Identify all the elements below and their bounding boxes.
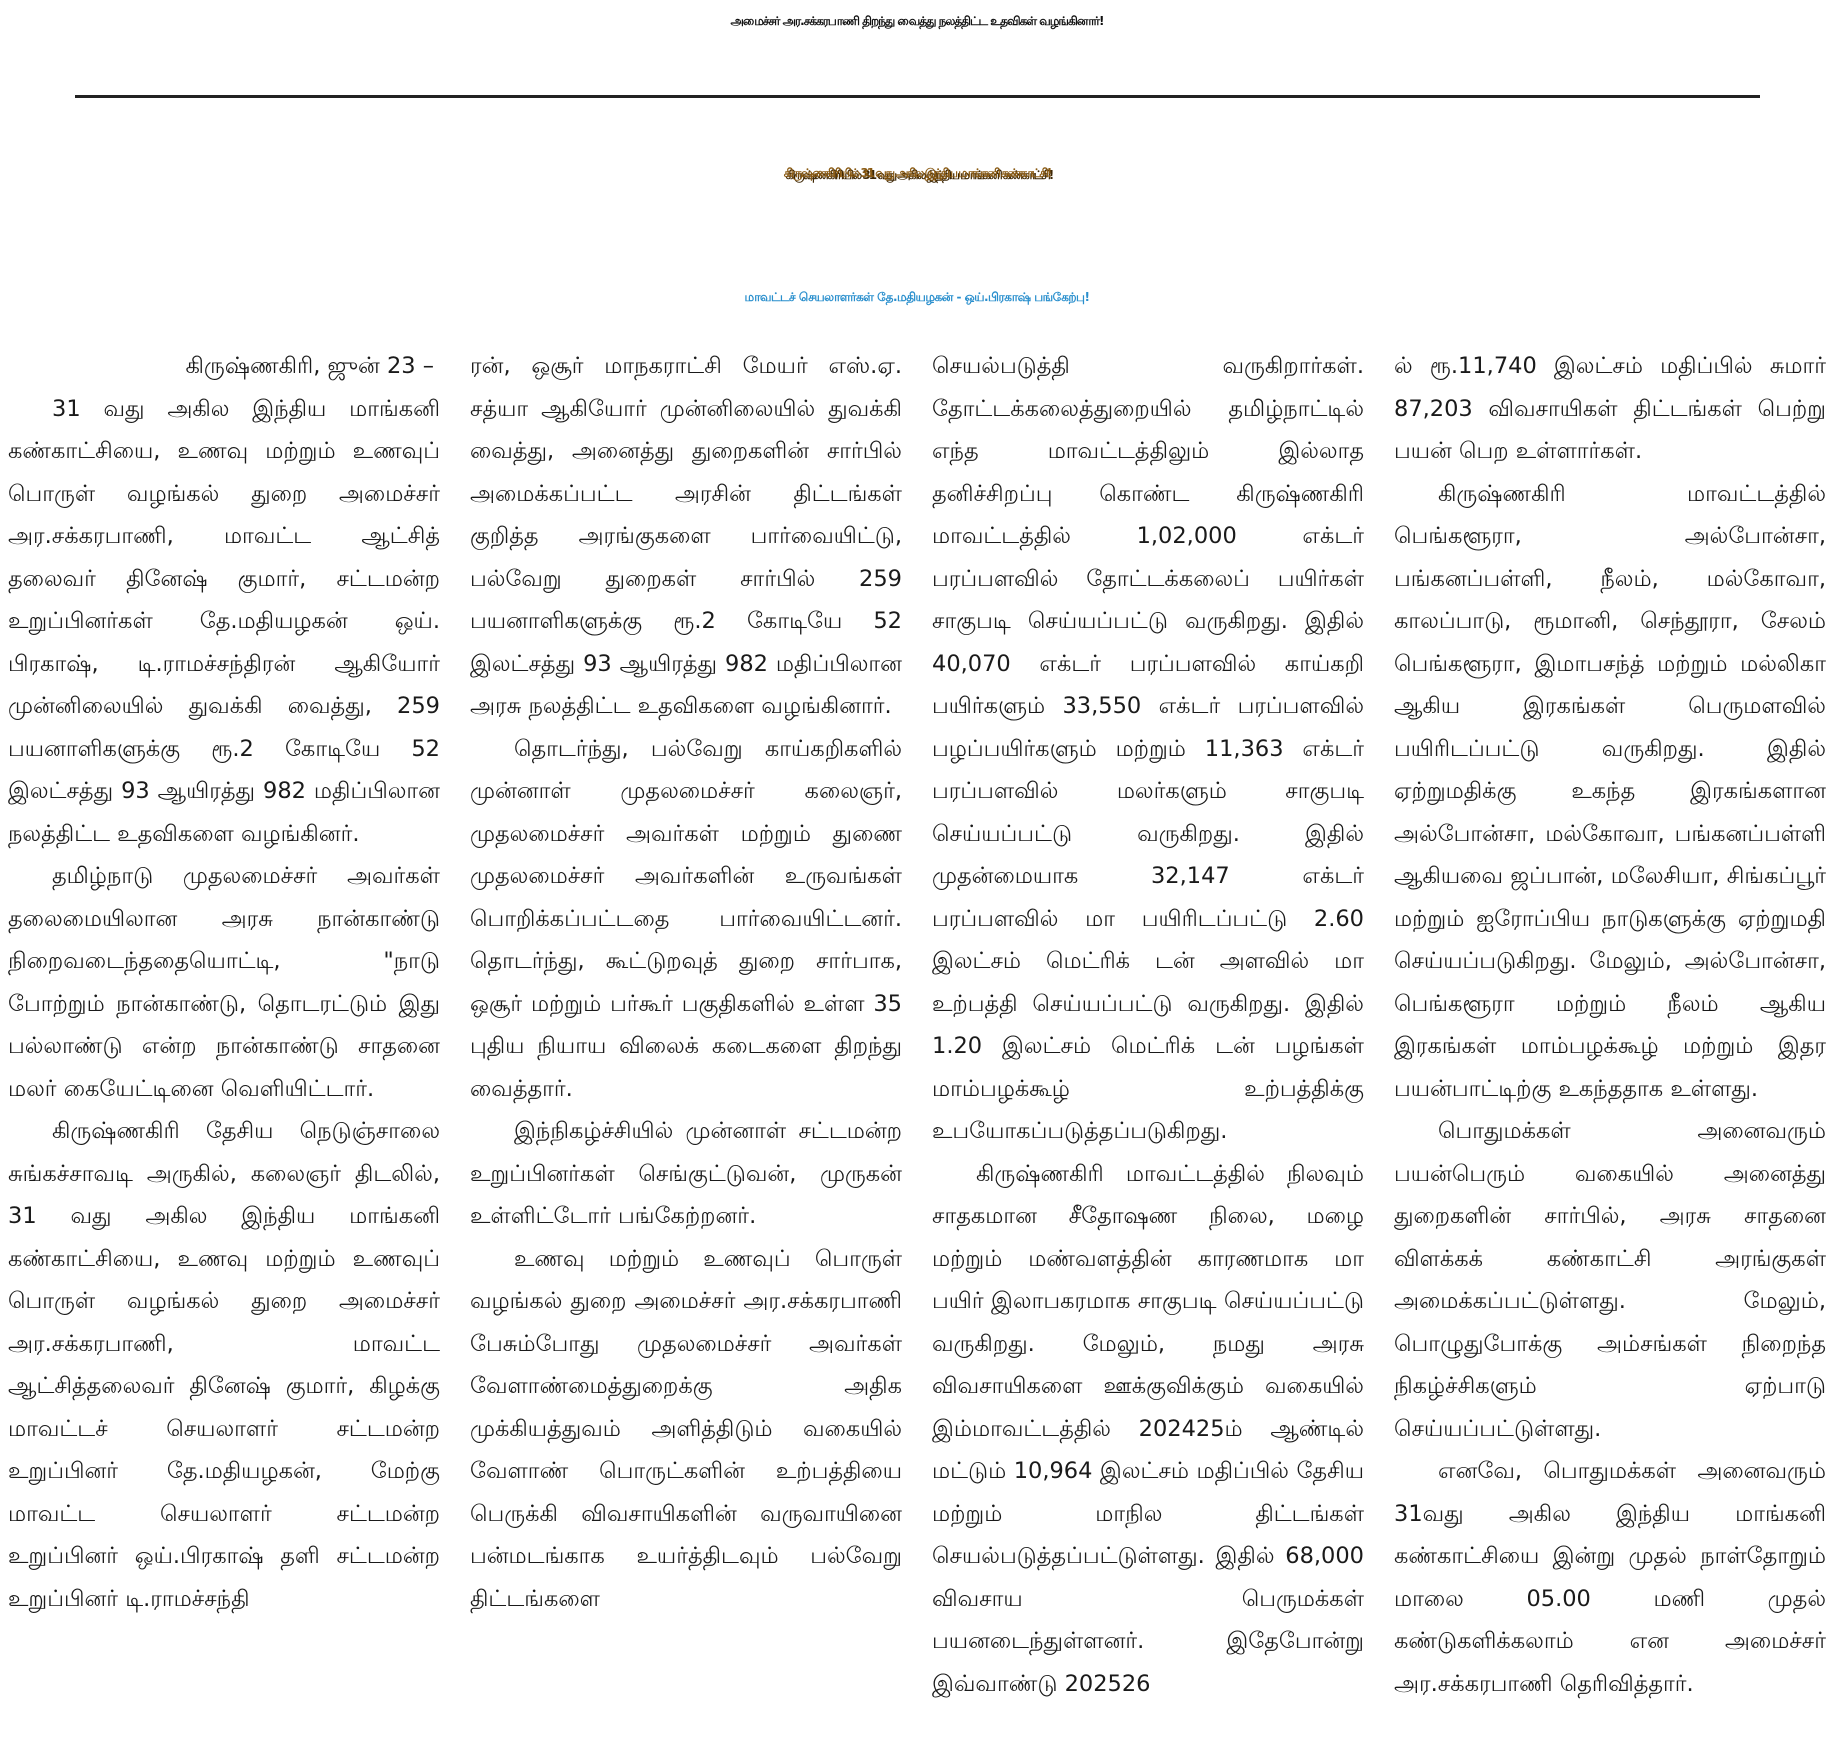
article-subhead: மாவட்டச் செயலாளர்கள் தே.மதியழகன் - ஒய்.பிரகாஷ் பங்கேற்பு! — [744, 290, 1090, 304]
article-kicker: அமைச்சர் அர.சக்கரபாணி திறந்து வைத்து நலத்திட்ட உதவிகள் வழங்கினார்! — [730, 14, 1104, 28]
article-body — [8, 345, 1826, 1735]
paragraph: செயல்படுத்தி வருகிறார்கள். தோட்டக்கலைத்துறையில் தமிழ்நாட்டில் எந்த மாவட்டத்திலும் இல்லாத தனிச்சிறப்பு கொண்ட கிருஷ்ணகிரி மாவட்டத்தில் 1,02,000 எக்டர் பரப்பளவில் தோட்டக்கலைப் பயிர்கள் சாகுபடி செய்யப்பட்டு வருகிறது. இதில் 40,070 எக்டர் பரப்பளவில் காய்கறி பயிர்களும் 33,550 எக்டர் பரப்பளவில் பழப்பயிர்களும் மற்றும் 11,363 எக்டர் பரப்பளவில் மலர்களும் சாகுபடி செய்யப்பட்டு வருகிறது. இதில் முதன்மையாக 32,147 எக்டர் பரப்பளவில் மா பயிரிடப்பட்டு 2.60 இலட்சம் மெட்ரிக் டன் அளவில் மா உற்பத்தி செய்யப்பட்டு வருகிறது. இதில் 1.20 இலட்சம் மெட்ரிக் டன் பழங்கள் மாம்பழக்கூழ் உற்பத்திக்கு உபயோகப்படுத்தப்படுகிறது. — [932, 353, 1364, 1144]
article-headline: கிருஷ்ணகிரியில் 31 வது அகில இந்திய மாங்கனி கண்காட்சி! — [783, 166, 1051, 180]
text-column-2 — [470, 345, 902, 1735]
text-column-3 — [932, 345, 1364, 1735]
paragraph: தொடர்ந்து, பல்வேறு காய்கறிகளில் முன்னாள் முதலமைச்சர் கலைஞர், முதலமைச்சர் அவர்கள் மற்றும் துணை முதலமைச்சர் அவர்களின் உருவங்கள் பொறிக்கப்பட்டதை பார்வையிட்டனர். தொடர்ந்து, கூட்டுறவுத் துறை சார்பாக, ஒசூர் மற்றும் பர்கூர் பகுதிகளில் உள்ள 35 புதிய நியாய விலைக் கடைகளை திறந்து வைத்தார். — [470, 735, 902, 1102]
paragraph: கிருஷ்ணகிரி தேசிய நெடுஞ்சாலை சுங்கச்சாவடி அருகில், கலைஞர் திடலில், 31 வது அகில இந்திய மாங்கனி கண்காட்சியை, உணவு மற்றும் உணவுப் பொருள் வழங்கல் துறை அமைச்சர் அர.சக்கரபாணி, மாவட்ட ஆட்சித்தலைவர் தினேஷ் குமார், கிழக்கு மாவட்டச் செயலாளர் சட்டமன்ற உறுப்பினர் தே.மதியழகன், மேற்கு மாவட்ட செயலாளர் சட்டமன்ற உறுப்பினர் ஒய்.பிரகாஷ் தளி சட்டமன்ற உறுப்பினர் டி.ராமச்சந்தி — [8, 1118, 440, 1612]
paragraph: ல் ரூ.11,740 இலட்சம் மதிப்பில் சுமார் 87,203 விவசாயிகள் திட்டங்கள் பெற்று பயன் பெற உள்ளார்கள். — [1394, 353, 1826, 464]
text-column-1 — [8, 345, 440, 1735]
paragraph: உணவு மற்றும் உணவுப் பொருள் வழங்கல் துறை அமைச்சர் அர.சக்கரபாணி பேசும்போது முதலமைச்சர் அவர்கள் வேளாண்மைத்துறைக்கு அதிக முக்கியத்துவம் அளித்திடும் வகையில் வேளாண் பொருட்களின் உற்பத்தியை பெருக்கி விவசாயிகளின் வருவாயினை பன்மடங்காக உயர்த்திடவும் பல்வேறு திட்டங்களை — [470, 1245, 902, 1612]
paragraph: தமிழ்நாடு முதலமைச்சர் அவர்கள் தலைமையிலான அரசு நான்காண்டு நிறைவடைந்ததையொட்டி, "நாடு போற்றும் நான்காண்டு, தொடரட்டும் இது பல்லாண்டு என்ற நான்காண்டு சாதனை மலர் கையேட்டினை வெளியிட்டார். — [8, 863, 440, 1102]
text-column-4 — [1394, 345, 1826, 1735]
kicker-divider — [75, 95, 1760, 98]
paragraph: எனவே, பொதுமக்கள் அனைவரும் 31வது அகில இந்திய மாங்கனி கண்காட்சியை இன்று முதல் நாள்தோறும் மாலை 05.00 மணி முதல் கண்டுகளிக்கலாம் என அமைச்சர் அர.சக்கரபாணி தெரிவித்தார். — [1394, 1458, 1826, 1697]
dateline: கிருஷ்ணகிரி, ஜுன் 23 – — [185, 353, 434, 379]
paragraph: ரன், ஒசூர் மாநகராட்சி மேயர் எஸ்.ஏ. சத்யா ஆகியோர் முன்னிலையில் துவக்கி வைத்து, அனைத்து துறைகளின் சார்பில் அமைக்கப்பட்ட அரசின் திட்டங்கள் குறித்த அரங்குகளை பார்வையிட்டு, பல்வேறு துறைகள் சார்பில் 259 பயனாளிகளுக்கு ரூ.2 கோடியே 52 இலட்சத்து 93 ஆயிரத்து 982 மதிப்பிலான அரசு நலத்திட்ட உதவிகளை வழங்கினார். — [470, 353, 902, 719]
paragraph: கிருஷ்ணகிரி மாவட்டத்தில் நிலவும் சாதகமான சீதோஷண நிலை, மழை மற்றும் மண்வளத்தின் காரணமாக மா பயிர் இலாபகரமாக சாகுபடி செய்யப்பட்டு வருகிறது. மேலும், நமது அரசு விவசாயிகளை ஊக்குவிக்கும் வகையில் இம்மாவட்டத்தில் 202425ம் ஆண்டில் மட்டும் 10,964 இலட்சம் மதிப்பில் தேசிய மற்றும் மாநில திட்டங்கள் செயல்படுத்தப்பட்டுள்ளது. இதில் 68,000 விவசாய பெருமக்கள் பயனடைந்துள்ளனர். இதேபோன்று இவ்வாண்டு 202526 — [932, 1160, 1364, 1697]
paragraph: 31 வது அகில இந்திய மாங்கனி கண்காட்சியை, உணவு மற்றும் உணவுப் பொருள் வழங்கல் துறை அமைச்சர் அர.சக்கரபாணி, மாவட்ட ஆட்சித் தலைவர் தினேஷ் குமார், சட்டமன்ற உறுப்பினர்கள் தே.மதியழகன் ஒய். பிரகாஷ், டி.ராமச்சந்திரன் ஆகியோர் முன்னிலையில் துவக்கி வைத்து, 259 பயனாளிகளுக்கு ரூ.2 கோடியே 52 இலட்சத்து 93 ஆயிரத்து 982 மதிப்பிலான நலத்திட்ட உதவிகளை வழங்கினர். — [8, 395, 440, 847]
paragraph: கிருஷ்ணகிரி மாவட்டத்தில் பெங்களூரா, அல்போன்சா, பங்கனப்பள்ளி, நீலம், மல்கோவா, காலப்பாடு, ரூமானி, செந்தூரா, சேலம் பெங்களூரா, இமாபசந்த் மற்றும் மல்லிகா ஆகிய இரகங்கள் பெருமளவில் பயிரிடப்பட்டு வருகிறது. இதில் ஏற்றுமதிக்கு உகந்த இரகங்களான அல்போன்சா, மல்கோவா, பங்கனப்பள்ளி ஆகியவை ஜப்பான், மலேசியா, சிங்கப்பூர் மற்றும் ஐரோப்பிய நாடுகளுக்கு ஏற்றுமதி செய்யப்படுகிறது. மேலும், அல்போன்சா, பெங்களூரா மற்றும் நீலம் ஆகிய இரகங்கள் மாம்பழக்கூழ் மற்றும் இதர பயன்பாட்டிற்கு உகந்ததாக உள்ளது. — [1394, 480, 1826, 1102]
paragraph: இந்நிகழ்ச்சியில் முன்னாள் சட்டமன்ற உறுப்பினர்கள் செங்குட்டுவன், முருகன் உள்ளிட்டோர் பங்கேற்றனர். — [470, 1118, 902, 1229]
paragraph: பொதுமக்கள் அனைவரும் பயன்பெரும் வகையில் அனைத்து துறைகளின் சார்பில், அரசு சாதனை விளக்கக் கண்காட்சி அரங்குகள் அமைக்கப்பட்டுள்ளது. மேலும், பொழுதுபோக்கு அம்சங்கள் நிறைந்த நிகழ்ச்சிகளும் ஏற்பாடு செய்யப்பட்டுள்ளது. — [1394, 1118, 1826, 1442]
